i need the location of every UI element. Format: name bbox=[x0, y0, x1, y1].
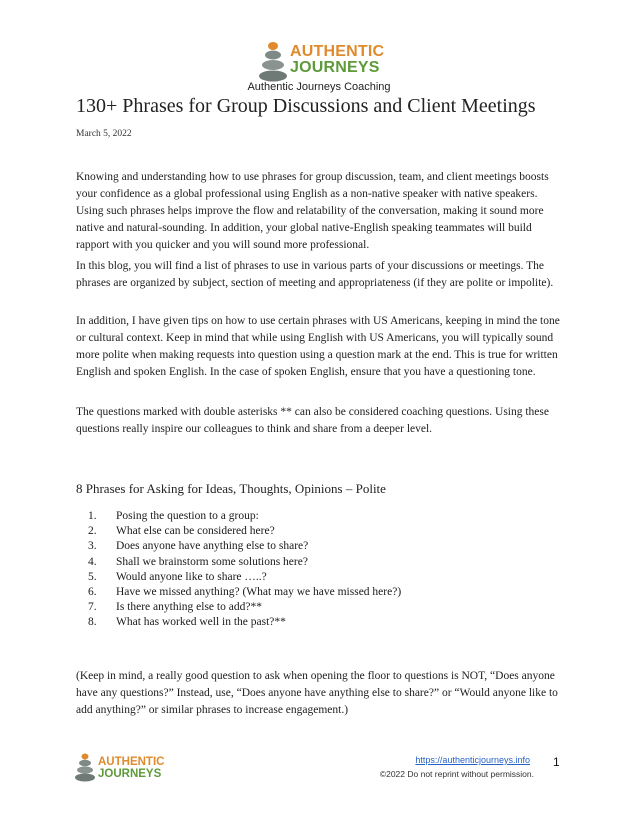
list-number: 4. bbox=[88, 555, 97, 568]
list-number: 1. bbox=[88, 510, 97, 522]
list-number: 7. bbox=[88, 601, 97, 614]
section-heading: 8 Phrases for Asking for Ideas, Thoughts, Opinions – Polite bbox=[76, 481, 386, 496]
list-item bbox=[76, 555, 401, 570]
list-number: 3. bbox=[88, 540, 97, 553]
list-item bbox=[76, 509, 401, 524]
phrase-text: Shall we brainstorm some solutions here? bbox=[116, 555, 308, 568]
page-number: 1 bbox=[553, 755, 560, 769]
phrase-list bbox=[76, 509, 401, 631]
list-item bbox=[76, 615, 401, 630]
document-title: 130+ Phrases for Group Discussions and Client Meetings bbox=[76, 95, 536, 117]
list-number: 8. bbox=[88, 616, 97, 629]
phrase-text: Does anyone have anything else to share? bbox=[116, 540, 309, 553]
logo-line1: AUTHENTIC bbox=[290, 43, 385, 60]
intro-paragraph: Knowing and understanding how to use phrases for group discussion, team, and client meetings boosts your confidence as a global professional using English as a non-native speaker with native speakers. Using such phrases helps improve the flow and relatability of the conversation, making it sound more native and natural-sounding. In addition, your global native-English speaking teammates will build rapport with you quicker and you will sound more professional. bbox=[76, 171, 549, 251]
list-number: 2. bbox=[88, 525, 97, 538]
stacked-stones-icon bbox=[258, 40, 288, 82]
list-item bbox=[76, 539, 401, 554]
tips-paragraph: In addition, I have given tips on how to use certain phrases with US Americans, keeping in mind the tone or cultural context. Keep in mind that while using English with US Americans, you will typically sound more polite when making requests into question using a question mark at the end. This is true for written English and spoken English. In the case of spoken English, ensure that you have a questioning tone. bbox=[76, 315, 560, 378]
document-date: March 5, 2022 bbox=[76, 129, 132, 139]
blog-overview-paragraph: In this blog, you will find a list of phrases to use in various parts of your discussions or meetings. The phrases are organized by subject, section of meeting and appropriateness (if they are polite or impolite). bbox=[76, 260, 554, 289]
logo-wordmark bbox=[290, 44, 384, 76]
list-number: 5. bbox=[88, 570, 97, 583]
header-logo bbox=[258, 40, 388, 82]
stacked-stones-icon bbox=[74, 752, 96, 782]
footer-logo-line1: AUTHENTIC bbox=[98, 756, 165, 768]
copyright-notice: ©2022 Do not reprint without permission. bbox=[379, 769, 534, 779]
list-item bbox=[76, 600, 401, 615]
list-number: 6. bbox=[88, 586, 97, 599]
footer-logo bbox=[74, 752, 174, 782]
list-item bbox=[76, 570, 401, 585]
phrase-text: Posing the question to a group: bbox=[116, 510, 259, 522]
list-item bbox=[76, 585, 401, 600]
website-link[interactable]: https://authenticjourneys.info bbox=[415, 755, 530, 765]
logo-line2: JOURNEYS bbox=[290, 59, 380, 76]
closing-note-paragraph: (Keep in mind, a really good question to ask when opening the floor to questions is NOT, “Does anyone have any questions?” Instead, use, “Does anyone have anything else to share?” or “Would anyone like to add anything?” or similar phrases to increase engagement.) bbox=[76, 670, 558, 716]
footer-logo-line2: JOURNEYS bbox=[98, 768, 162, 780]
asterisk-note-paragraph: The questions marked with double asterisks ** can also be considered coaching questions. Using these questions really inspire our colleagues to think and share from a deeper level. bbox=[76, 406, 549, 435]
phrase-text: Is there anything else to add?** bbox=[116, 601, 262, 614]
list-item bbox=[76, 524, 401, 539]
phrase-text: Would anyone like to share …..? bbox=[116, 570, 267, 583]
footer-wordmark bbox=[98, 756, 164, 780]
phrase-text: What has worked well in the past?** bbox=[116, 616, 286, 629]
header-tagline: Authentic Journeys Coaching bbox=[247, 81, 391, 93]
phrase-text: Have we missed anything? (What may we have missed here?) bbox=[116, 586, 402, 599]
phrase-text: What else can be considered here? bbox=[116, 525, 275, 538]
